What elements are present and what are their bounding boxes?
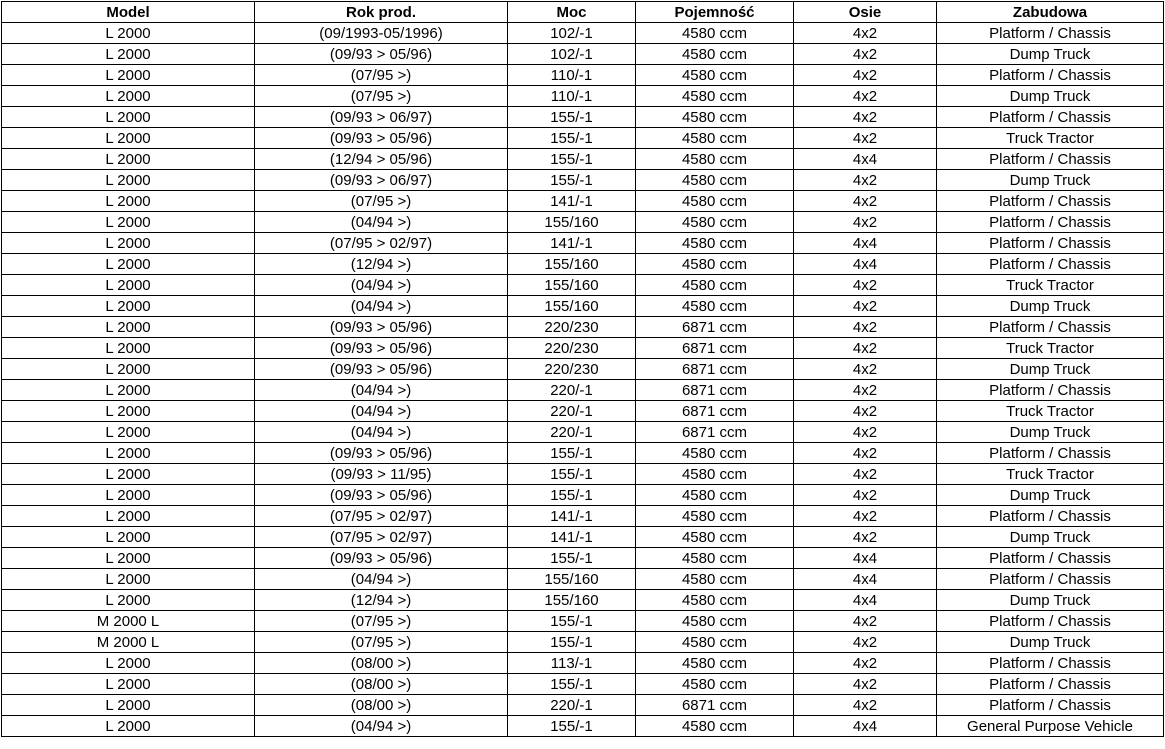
cell-model: L 2000 (2, 464, 255, 485)
table-row (2, 380, 1164, 401)
cell-axles: 4x2 (794, 296, 937, 317)
cell-displacement: 6871 ccm (636, 317, 794, 338)
cell-production-year: (04/94 >) (255, 716, 508, 737)
cell-power: 110/-1 (508, 86, 636, 107)
cell-model: L 2000 (2, 527, 255, 548)
cell-axles: 4x2 (794, 695, 937, 716)
cell-body-type: Dump Truck (937, 296, 1164, 317)
cell-power: 155/-1 (508, 170, 636, 191)
cell-axles: 4x2 (794, 44, 937, 65)
cell-model: L 2000 (2, 674, 255, 695)
cell-displacement: 6871 ccm (636, 401, 794, 422)
cell-axles: 4x2 (794, 65, 937, 86)
cell-body-type: Truck Tractor (937, 338, 1164, 359)
cell-power: 102/-1 (508, 23, 636, 44)
table-row (2, 464, 1164, 485)
cell-production-year: (09/93 > 06/97) (255, 107, 508, 128)
cell-model: L 2000 (2, 149, 255, 170)
cell-production-year: (08/00 >) (255, 653, 508, 674)
cell-body-type: Platform / Chassis (937, 23, 1164, 44)
cell-power: 155/-1 (508, 485, 636, 506)
table-row (2, 65, 1164, 86)
cell-axles: 4x2 (794, 191, 937, 212)
cell-axles: 4x2 (794, 107, 937, 128)
cell-displacement: 4580 ccm (636, 128, 794, 149)
cell-power: 220/230 (508, 338, 636, 359)
cell-body-type: Platform / Chassis (937, 233, 1164, 254)
cell-displacement: 4580 ccm (636, 296, 794, 317)
cell-body-type: Platform / Chassis (937, 506, 1164, 527)
cell-body-type: Dump Truck (937, 422, 1164, 443)
header-displacement: Pojemność (636, 2, 794, 23)
cell-model: L 2000 (2, 380, 255, 401)
cell-axles: 4x4 (794, 548, 937, 569)
cell-model: M 2000 L (2, 632, 255, 653)
cell-production-year: (04/94 >) (255, 296, 508, 317)
cell-model: L 2000 (2, 695, 255, 716)
cell-displacement: 4580 ccm (636, 23, 794, 44)
cell-production-year: (08/00 >) (255, 695, 508, 716)
table-row (2, 611, 1164, 632)
cell-production-year: (12/94 >) (255, 254, 508, 275)
cell-power: 155/160 (508, 296, 636, 317)
cell-power: 155/160 (508, 212, 636, 233)
table-row (2, 128, 1164, 149)
table-row (2, 443, 1164, 464)
cell-body-type: Platform / Chassis (937, 317, 1164, 338)
cell-body-type: Platform / Chassis (937, 443, 1164, 464)
cell-power: 155/160 (508, 254, 636, 275)
cell-body-type: Truck Tractor (937, 401, 1164, 422)
table-row (2, 653, 1164, 674)
cell-power: 141/-1 (508, 506, 636, 527)
cell-model: L 2000 (2, 191, 255, 212)
cell-body-type: Dump Truck (937, 485, 1164, 506)
cell-axles: 4x2 (794, 506, 937, 527)
cell-power: 155/-1 (508, 443, 636, 464)
table-row (2, 359, 1164, 380)
cell-production-year: (09/93 > 05/96) (255, 359, 508, 380)
table-row (2, 275, 1164, 296)
cell-model: L 2000 (2, 170, 255, 191)
cell-model: L 2000 (2, 296, 255, 317)
cell-model: L 2000 (2, 86, 255, 107)
cell-power: 220/-1 (508, 401, 636, 422)
cell-production-year: (04/94 >) (255, 212, 508, 233)
cell-power: 141/-1 (508, 527, 636, 548)
cell-axles: 4x2 (794, 380, 937, 401)
cell-power: 155/-1 (508, 674, 636, 695)
cell-displacement: 4580 ccm (636, 275, 794, 296)
table-row (2, 86, 1164, 107)
table-row (2, 149, 1164, 170)
cell-model: L 2000 (2, 233, 255, 254)
cell-model: L 2000 (2, 128, 255, 149)
header-production-year: Rok prod. (255, 2, 508, 23)
cell-displacement: 6871 ccm (636, 380, 794, 401)
cell-axles: 4x4 (794, 569, 937, 590)
cell-body-type: Platform / Chassis (937, 254, 1164, 275)
cell-displacement: 4580 ccm (636, 233, 794, 254)
cell-axles: 4x4 (794, 149, 937, 170)
cell-model: L 2000 (2, 590, 255, 611)
cell-displacement: 4580 ccm (636, 254, 794, 275)
cell-production-year: (09/93 > 05/96) (255, 548, 508, 569)
cell-displacement: 4580 ccm (636, 443, 794, 464)
header-model: Model (2, 2, 255, 23)
table-row (2, 674, 1164, 695)
cell-production-year: (04/94 >) (255, 275, 508, 296)
cell-model: L 2000 (2, 422, 255, 443)
table-row (2, 422, 1164, 443)
cell-axles: 4x2 (794, 611, 937, 632)
table-header-row (2, 2, 1164, 23)
cell-production-year: (07/95 >) (255, 65, 508, 86)
cell-power: 220/230 (508, 317, 636, 338)
cell-power: 113/-1 (508, 653, 636, 674)
cell-power: 220/-1 (508, 695, 636, 716)
cell-model: L 2000 (2, 275, 255, 296)
cell-displacement: 4580 ccm (636, 716, 794, 737)
cell-body-type: Platform / Chassis (937, 569, 1164, 590)
cell-model: L 2000 (2, 212, 255, 233)
cell-production-year: (09/93 > 11/95) (255, 464, 508, 485)
table-row (2, 296, 1164, 317)
cell-production-year: (09/93 > 05/96) (255, 44, 508, 65)
cell-displacement: 4580 ccm (636, 44, 794, 65)
cell-power: 155/-1 (508, 611, 636, 632)
cell-production-year: (07/95 >) (255, 632, 508, 653)
cell-power: 155/-1 (508, 128, 636, 149)
cell-axles: 4x2 (794, 86, 937, 107)
table-row (2, 107, 1164, 128)
cell-body-type: Truck Tractor (937, 128, 1164, 149)
cell-power: 141/-1 (508, 233, 636, 254)
cell-body-type: Platform / Chassis (937, 695, 1164, 716)
cell-production-year: (12/94 > 05/96) (255, 149, 508, 170)
cell-model: L 2000 (2, 65, 255, 86)
table-row (2, 506, 1164, 527)
cell-power: 102/-1 (508, 44, 636, 65)
cell-body-type: Platform / Chassis (937, 653, 1164, 674)
cell-body-type: Platform / Chassis (937, 65, 1164, 86)
cell-axles: 4x2 (794, 317, 937, 338)
cell-axles: 4x2 (794, 338, 937, 359)
table-row (2, 338, 1164, 359)
table-row (2, 716, 1164, 737)
cell-axles: 4x2 (794, 212, 937, 233)
cell-displacement: 4580 ccm (636, 170, 794, 191)
cell-production-year: (09/93 > 05/96) (255, 128, 508, 149)
cell-model: L 2000 (2, 569, 255, 590)
cell-axles: 4x2 (794, 359, 937, 380)
header-power: Moc (508, 2, 636, 23)
cell-power: 155/-1 (508, 464, 636, 485)
cell-displacement: 4580 ccm (636, 212, 794, 233)
cell-displacement: 4580 ccm (636, 527, 794, 548)
cell-production-year: (07/95 >) (255, 611, 508, 632)
cell-power: 141/-1 (508, 191, 636, 212)
cell-body-type: Dump Truck (937, 44, 1164, 65)
cell-axles: 4x2 (794, 485, 937, 506)
cell-power: 155/-1 (508, 716, 636, 737)
cell-axles: 4x4 (794, 254, 937, 275)
cell-axles: 4x2 (794, 527, 937, 548)
cell-model: L 2000 (2, 485, 255, 506)
table-row (2, 485, 1164, 506)
cell-model: L 2000 (2, 317, 255, 338)
cell-displacement: 4580 ccm (636, 611, 794, 632)
cell-displacement: 6871 ccm (636, 359, 794, 380)
cell-power: 220/-1 (508, 422, 636, 443)
cell-axles: 4x2 (794, 632, 937, 653)
cell-body-type: Platform / Chassis (937, 548, 1164, 569)
cell-production-year: (12/94 >) (255, 590, 508, 611)
table-row (2, 44, 1164, 65)
cell-production-year: (09/93 > 05/96) (255, 317, 508, 338)
vehicle-spec-table (1, 1, 1164, 737)
cell-displacement: 4580 ccm (636, 548, 794, 569)
cell-body-type: Dump Truck (937, 590, 1164, 611)
cell-axles: 4x4 (794, 716, 937, 737)
table-row (2, 233, 1164, 254)
table-row (2, 569, 1164, 590)
header-body-type: Zabudowa (937, 2, 1164, 23)
cell-displacement: 6871 ccm (636, 695, 794, 716)
cell-production-year: (09/93 > 05/96) (255, 338, 508, 359)
cell-body-type: Dump Truck (937, 632, 1164, 653)
cell-production-year: (08/00 >) (255, 674, 508, 695)
cell-displacement: 4580 ccm (636, 569, 794, 590)
cell-model: L 2000 (2, 107, 255, 128)
cell-body-type: Platform / Chassis (937, 212, 1164, 233)
cell-production-year: (07/95 >) (255, 86, 508, 107)
cell-production-year: (04/94 >) (255, 422, 508, 443)
table-row (2, 191, 1164, 212)
cell-production-year: (07/95 > 02/97) (255, 527, 508, 548)
cell-axles: 4x2 (794, 128, 937, 149)
cell-model: M 2000 L (2, 611, 255, 632)
header-axles: Osie (794, 2, 937, 23)
cell-power: 110/-1 (508, 65, 636, 86)
cell-displacement: 4580 ccm (636, 485, 794, 506)
cell-axles: 4x4 (794, 233, 937, 254)
cell-model: L 2000 (2, 23, 255, 44)
cell-axles: 4x2 (794, 170, 937, 191)
table-row (2, 254, 1164, 275)
cell-power: 155/160 (508, 275, 636, 296)
cell-axles: 4x2 (794, 401, 937, 422)
table-row (2, 527, 1164, 548)
cell-model: L 2000 (2, 548, 255, 569)
table-row (2, 548, 1164, 569)
cell-production-year: (07/95 >) (255, 191, 508, 212)
cell-body-type: Dump Truck (937, 86, 1164, 107)
cell-power: 155/-1 (508, 548, 636, 569)
cell-axles: 4x2 (794, 23, 937, 44)
cell-production-year: (04/94 >) (255, 380, 508, 401)
cell-power: 155/-1 (508, 632, 636, 653)
cell-model: L 2000 (2, 443, 255, 464)
cell-body-type: Platform / Chassis (937, 191, 1164, 212)
cell-axles: 4x2 (794, 464, 937, 485)
cell-body-type: Platform / Chassis (937, 149, 1164, 170)
cell-model: L 2000 (2, 401, 255, 422)
cell-body-type: General Purpose Vehicle (937, 716, 1164, 737)
cell-model: L 2000 (2, 506, 255, 527)
cell-model: L 2000 (2, 44, 255, 65)
cell-displacement: 4580 ccm (636, 674, 794, 695)
table-row (2, 212, 1164, 233)
cell-axles: 4x2 (794, 674, 937, 695)
cell-axles: 4x2 (794, 443, 937, 464)
cell-body-type: Platform / Chassis (937, 611, 1164, 632)
cell-production-year: (07/95 > 02/97) (255, 506, 508, 527)
cell-body-type: Platform / Chassis (937, 674, 1164, 695)
cell-body-type: Platform / Chassis (937, 380, 1164, 401)
cell-body-type: Platform / Chassis (937, 107, 1164, 128)
cell-model: L 2000 (2, 338, 255, 359)
cell-production-year: (07/95 > 02/97) (255, 233, 508, 254)
cell-production-year: (04/94 >) (255, 569, 508, 590)
cell-axles: 4x2 (794, 653, 937, 674)
cell-displacement: 4580 ccm (636, 65, 794, 86)
cell-power: 155/160 (508, 590, 636, 611)
cell-displacement: 4580 ccm (636, 107, 794, 128)
cell-displacement: 4580 ccm (636, 464, 794, 485)
cell-production-year: (09/93 > 06/97) (255, 170, 508, 191)
cell-displacement: 4580 ccm (636, 632, 794, 653)
cell-power: 155/-1 (508, 107, 636, 128)
cell-displacement: 4580 ccm (636, 86, 794, 107)
cell-production-year: (09/1993-05/1996) (255, 23, 508, 44)
table-row (2, 590, 1164, 611)
cell-model: L 2000 (2, 653, 255, 674)
cell-displacement: 4580 ccm (636, 590, 794, 611)
cell-production-year: (09/93 > 05/96) (255, 443, 508, 464)
cell-power: 220/230 (508, 359, 636, 380)
cell-displacement: 6871 ccm (636, 338, 794, 359)
cell-production-year: (04/94 >) (255, 401, 508, 422)
table-row (2, 317, 1164, 338)
cell-body-type: Dump Truck (937, 170, 1164, 191)
cell-model: L 2000 (2, 716, 255, 737)
table-row (2, 632, 1164, 653)
cell-power: 155/160 (508, 569, 636, 590)
table-row (2, 170, 1164, 191)
cell-model: L 2000 (2, 359, 255, 380)
cell-displacement: 6871 ccm (636, 422, 794, 443)
cell-body-type: Truck Tractor (937, 275, 1164, 296)
cell-displacement: 4580 ccm (636, 653, 794, 674)
cell-displacement: 4580 ccm (636, 506, 794, 527)
table-row (2, 695, 1164, 716)
table-row (2, 23, 1164, 44)
cell-body-type: Truck Tractor (937, 464, 1164, 485)
cell-production-year: (09/93 > 05/96) (255, 485, 508, 506)
cell-body-type: Dump Truck (937, 527, 1164, 548)
table-row (2, 401, 1164, 422)
cell-axles: 4x4 (794, 590, 937, 611)
table-body (2, 23, 1164, 737)
cell-model: L 2000 (2, 254, 255, 275)
cell-axles: 4x2 (794, 422, 937, 443)
cell-displacement: 4580 ccm (636, 149, 794, 170)
cell-power: 220/-1 (508, 380, 636, 401)
cell-axles: 4x2 (794, 275, 937, 296)
cell-power: 155/-1 (508, 149, 636, 170)
cell-body-type: Dump Truck (937, 359, 1164, 380)
cell-displacement: 4580 ccm (636, 191, 794, 212)
